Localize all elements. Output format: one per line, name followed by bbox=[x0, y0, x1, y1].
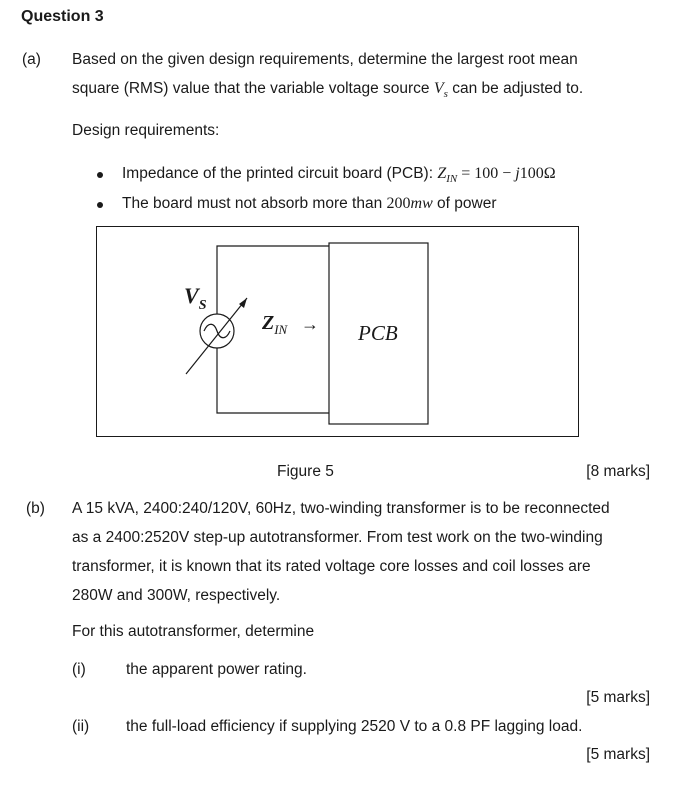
part-a-line2-post: can be adjusted to. bbox=[447, 80, 584, 97]
top-wire bbox=[217, 246, 329, 314]
imaginary-unit: j bbox=[515, 165, 520, 182]
zin-label: $Z_{IN}$ bbox=[262, 312, 288, 337]
sub-i-label: (i) bbox=[72, 661, 86, 678]
power-value: 200 bbox=[386, 195, 411, 212]
sub-i-text: the apparent power rating. bbox=[126, 661, 307, 678]
source-variable: V bbox=[433, 80, 444, 97]
bullet-power-post: of power bbox=[432, 195, 497, 212]
part-b-line3: transformer, it is known that its rated voltage core losses and coil losses are bbox=[72, 558, 591, 575]
impedance-imag-value: 100Ω bbox=[519, 165, 556, 182]
power-unit: mw bbox=[410, 195, 433, 212]
bullet-impedance-text: Impedance of the printed circuit board (PCB): bbox=[122, 165, 438, 182]
source-variable-sub: s bbox=[443, 88, 448, 101]
zin-variable: Z bbox=[437, 165, 447, 182]
bottom-wire bbox=[217, 348, 329, 413]
part-a-line1: Based on the given design requirements, determine the largest root mean bbox=[72, 51, 578, 68]
sub-ii-text: the full-load efficiency if supplying 2520 V to a 0.8 PF lagging load. bbox=[126, 718, 583, 735]
zin-arrow-icon: → bbox=[301, 314, 319, 334]
part-a-line2 bbox=[72, 80, 583, 100]
sub-i-marks: [5 marks] bbox=[586, 689, 650, 706]
part-b-line2: as a 2400:2520V step-up autotransformer. From test work on the two-winding bbox=[72, 529, 603, 546]
part-b-intro: For this autotransformer, determine bbox=[72, 623, 315, 640]
bullet-power bbox=[122, 195, 497, 213]
part-a-marks: [8 marks] bbox=[586, 463, 650, 480]
bullet-dot-2 bbox=[97, 202, 103, 208]
sub-ii-marks: [5 marks] bbox=[586, 746, 650, 763]
figure-5-circuit bbox=[96, 226, 580, 438]
part-b-label: (b) bbox=[26, 500, 45, 517]
figure-caption: Figure 5 bbox=[277, 463, 334, 480]
part-a-label: (a) bbox=[22, 51, 41, 68]
source-label: $V_S$ bbox=[184, 283, 207, 313]
sub-ii-label: (ii) bbox=[72, 718, 90, 735]
zin-variable-sub: IN bbox=[446, 173, 458, 186]
part-b-line4: 280W and 300W, respectively. bbox=[72, 587, 281, 604]
pcb-label: PCB bbox=[358, 321, 398, 345]
part-b-line1: A 15 kVA, 2400:240/120V, 60Hz, two-winding transformer is to be reconnected bbox=[72, 500, 610, 517]
bullet-dot-1 bbox=[97, 172, 103, 178]
question-title: Question 3 bbox=[21, 8, 104, 25]
bullet-power-pre: The board must not absorb more than bbox=[122, 195, 387, 212]
part-a-line2-pre: square (RMS) value that the variable voltage source bbox=[72, 80, 434, 97]
design-requirements-heading: Design requirements: bbox=[72, 122, 220, 139]
bullet-impedance bbox=[122, 165, 556, 185]
impedance-expression: = 100 − bbox=[457, 165, 516, 182]
